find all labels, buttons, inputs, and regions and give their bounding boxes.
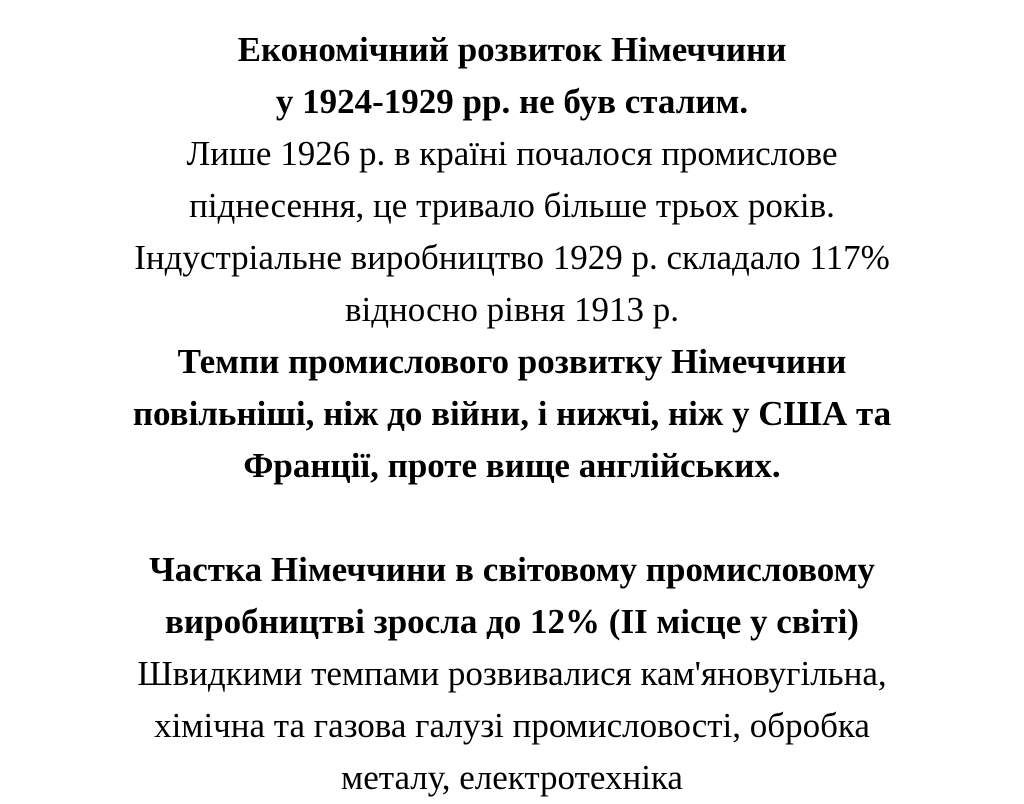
- paragraph-1-line: відносно рівня 1913 р.: [344, 290, 679, 329]
- paragraph-1-line: Лише 1926 р. в країні почалося промислове: [186, 134, 838, 173]
- bold-statement-1-line: Франції, проте вище англійських.: [243, 446, 781, 485]
- paragraph-1-line: Індустріальне виробництво 1929 р. складало 117%: [134, 238, 890, 277]
- paragraph-2-line: металу, електротехніка: [341, 758, 683, 797]
- title-line-1: Економічний розвиток Німеччини: [237, 30, 787, 69]
- slide-text: [40, 24, 984, 804]
- bold-statement-1-line: повільніші, ніж до війни, і нижчі, ніж у США та: [132, 394, 892, 433]
- blank-line: [40, 492, 984, 544]
- paragraph-2-line: Швидкими темпами розвивалися кам'яновугільна,: [137, 654, 887, 693]
- paragraph-2-line: хімічна та газова галузі промисловості, обробка: [154, 706, 870, 745]
- bold-statement-1-line: Темпи промислового розвитку Німеччини: [177, 342, 847, 381]
- bold-statement-2-line: виробництві зросла до 12% (ІІ місце у світі): [165, 602, 859, 641]
- title-line-2: у 1924-1929 рр. не був сталим.: [275, 82, 749, 121]
- paragraph-1-line: піднесення, це тривало більше трьох років.: [189, 186, 835, 225]
- bold-statement-2-line: Частка Німеччини в світовому промисловому: [149, 550, 875, 589]
